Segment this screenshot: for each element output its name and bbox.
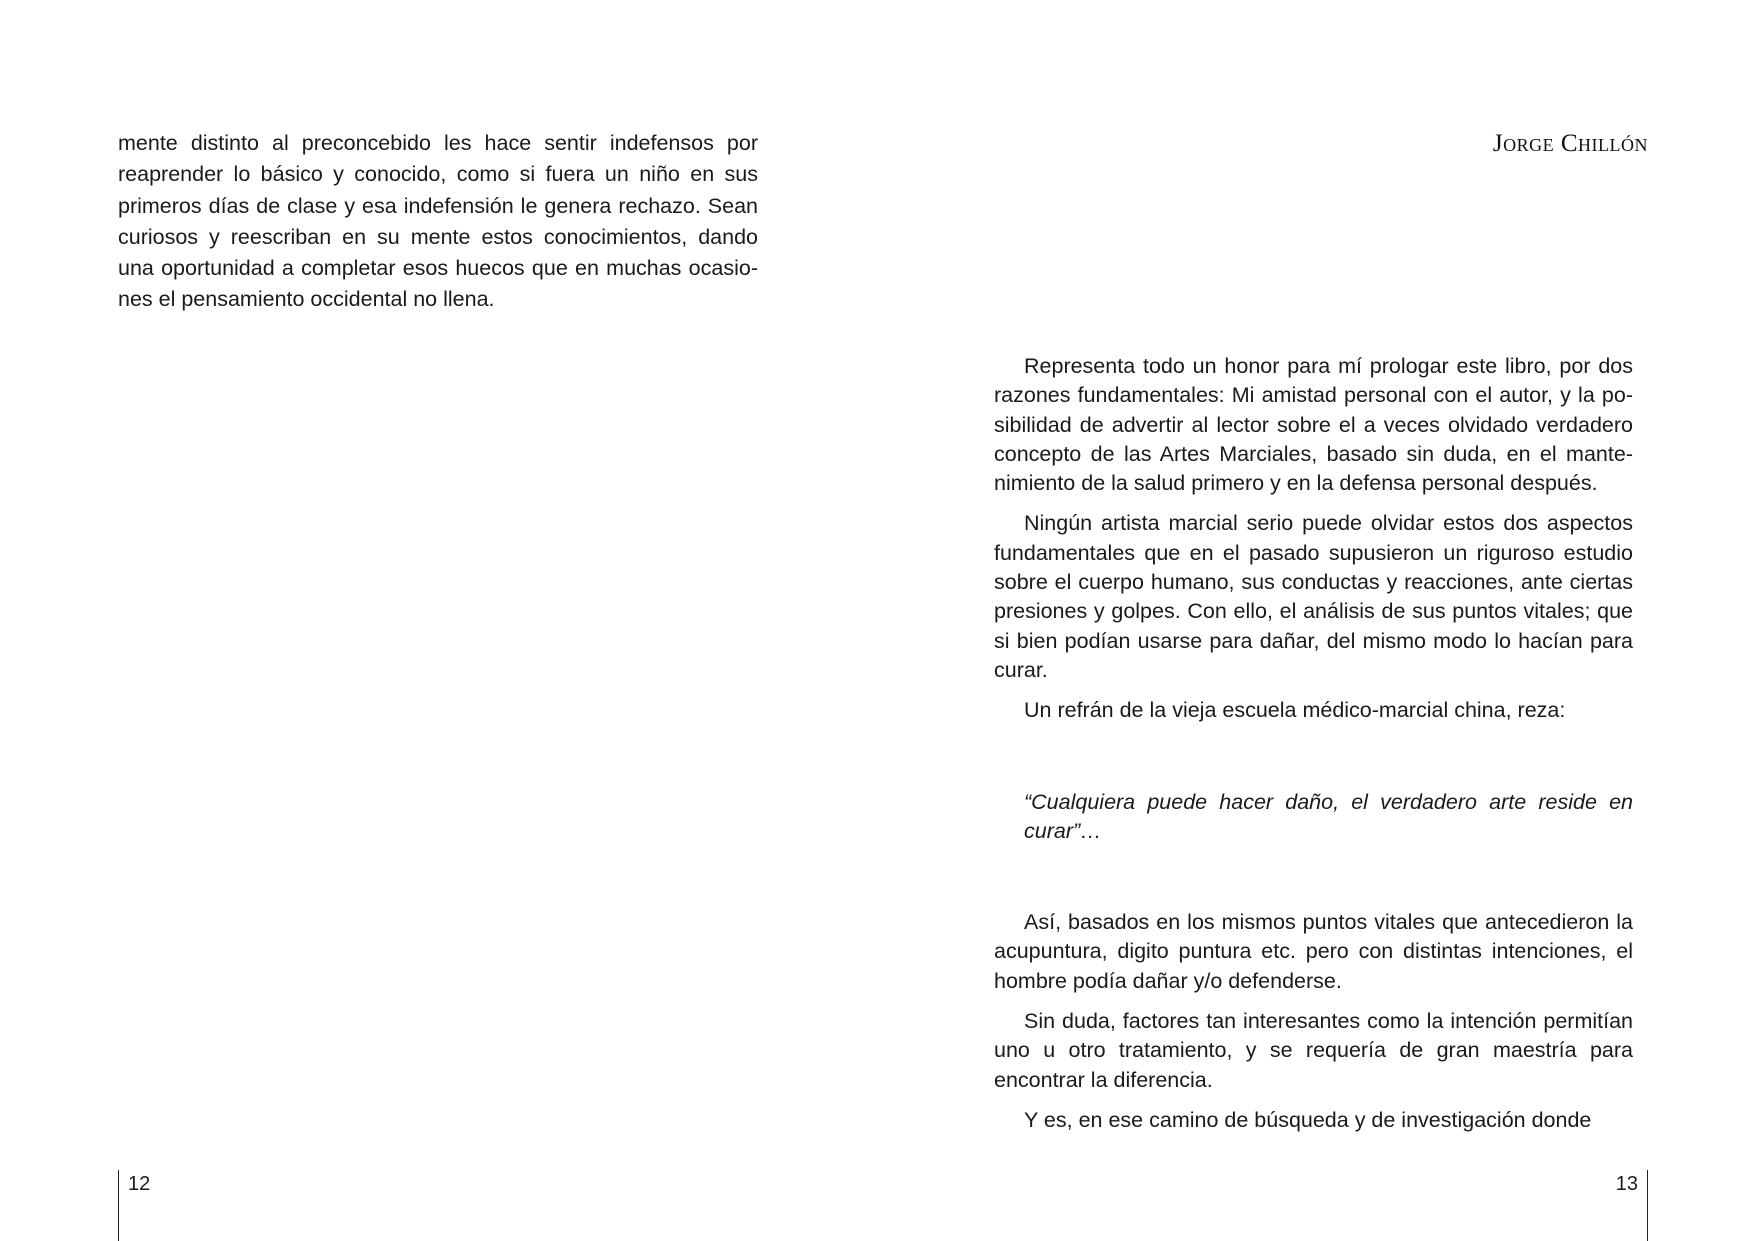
paragraph-2: Ningún artista marcial serio puede olvidar estos dos aspectos fundamentales que en el pasado supusieron un riguroso estudio sobre el cuerpo humano, sus conductas y reacciones, ante ciertas presiones y golpes. Con ello, el análisis de sus puntos vitales; que si bien podían usarse para dañar, del mismo modo lo hacían para curar.: [994, 511, 1633, 682]
paragraph-1: Representa todo un honor para mí prologar este libro, por dos razones fundamentales: Mi amistad personal con el autor, y la posibilidad de advertir al lector sobre el a veces olvidado verdadero concepto de las Artes Marciales, basado sin duda, en el mantenimiento de la salud primero y en la defensa personal después.: [994, 354, 1633, 496]
block-quote: “Cualquiera puede hacer daño, el verdadero arte reside en curar”…: [1024, 789, 1633, 843]
right-page: [874, 0, 1749, 1241]
paragraph-5: Sin duda, factores tan interesantes como la intención permitían uno u otro tratamiento, y se requería de gran maestría para encontrar la diferencia.: [994, 1009, 1633, 1092]
right-page-number: 13: [1615, 1173, 1638, 1195]
paragraph-6: Y es, en ese camino de búsqueda y de investigación donde: [1024, 1107, 1592, 1132]
running-head-author: Jorge Chillón: [1492, 130, 1648, 157]
right-page-text: [994, 352, 1633, 1146]
left-page-folio: [118, 1170, 159, 1241]
right-page-folio: [1607, 1170, 1648, 1241]
left-paragraph: mente distinto al preconcebido les hace sentir indefensos por reaprender lo básico y conocido, como si fuera un niño en sus primeros días de clase y esa indefensión le genera rechazo. Sean curiosos y reescriban en su mente estos conocimientos, dando una oportunidad a completar esos huecos que en muchas ocasiones el pensamiento occidental no llena.: [118, 131, 758, 312]
left-page-text: [118, 128, 758, 316]
paragraph-4: Así, basados en los mismos puntos vitales que antecedieron la acupuntura, digito puntura etc. pero con distintas intenciones, el hombre podía dañar y/o defenderse.: [994, 910, 1633, 993]
left-page-number: 12: [128, 1173, 151, 1195]
paragraph-3: Un refrán de la vieja escuela médico-marcial china, reza:: [1024, 698, 1566, 723]
left-page: [0, 0, 874, 1241]
